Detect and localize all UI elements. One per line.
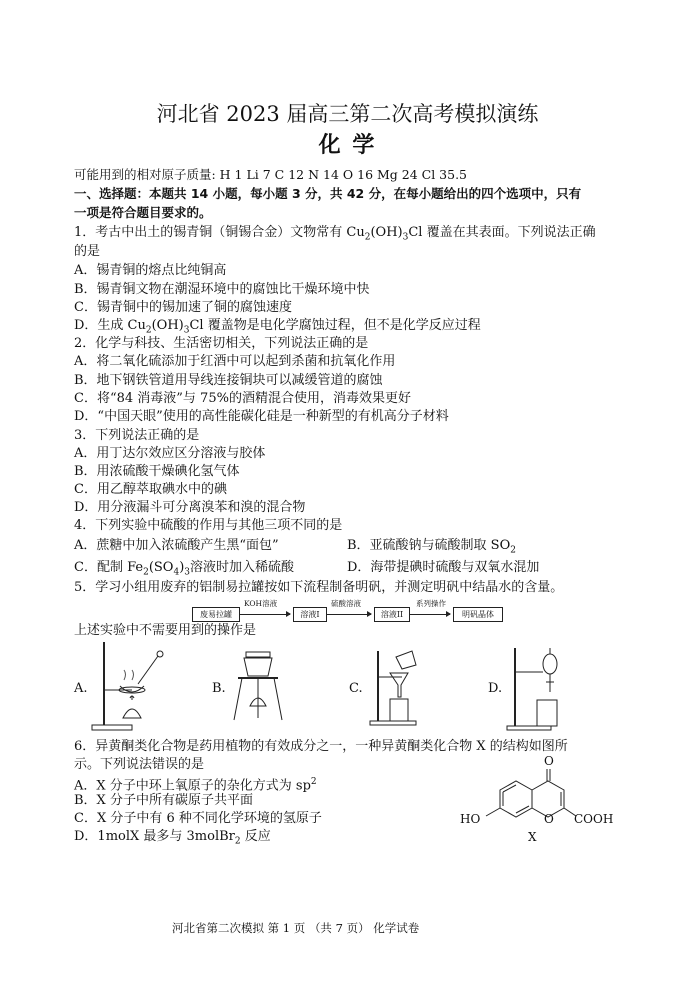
q4-option-d: D．海带提碘时硫酸与双氧水混加 [347, 560, 540, 575]
q4-option-a: A．蔗糖中加入浓硫酸产生黑“面包” [74, 538, 279, 553]
q1-option-c: C．锡青铜中的锡加速了铜的腐蚀速度 [74, 300, 292, 315]
q6-option-a: A．X 分子中环上氧原子的杂化方式为 $sp^2$ [74, 777, 317, 794]
q5-option-d-label: D. [488, 681, 503, 696]
q1-stem-2: 的是 [74, 244, 101, 259]
q2-option-a: A．将二氧化硫添加于红酒中可以起到杀菌和抗氧化作用 [74, 354, 396, 369]
atomic-masses: 可能用到的相对原子质量: H 1 Li 7 C 12 N 14 O 16 Mg 24 Cl 35.5 [74, 167, 468, 182]
section-line-1: 一、选择题：本题共 14 小题，每小题 3 分，共 42 分，在每小题给出的四个选项中，只有 [74, 186, 582, 201]
apparatus-evaporation-icon [90, 640, 170, 735]
flow-label-operations: 系列操作 [416, 599, 446, 608]
q2-option-d: D．“中国天眼”使用的高性能碳化硅是一种新型的有机高分子材料 [74, 409, 449, 424]
q5-option-a-label: A. [74, 681, 88, 696]
q5-option-c-label: C. [349, 681, 363, 696]
flow-box-solution-1: 溶液I [293, 607, 327, 622]
q1-option-b: B．锡青铜文物在潮湿环境中的腐蚀比干燥环境中快 [74, 282, 370, 297]
q5-question: 上述实验中不需要用到的操作是 [74, 623, 257, 638]
apparatus-filtration-icon [368, 647, 428, 727]
q1-option-a: A．锡青铜的熔点比纯铜高 [74, 263, 227, 278]
flow-label-koh: KOH溶液 [244, 599, 278, 608]
q5-stem: 5．学习小组用废弃的铝制易拉罐按如下流程制备明矾，并测定明矾中结晶水的含量。 [74, 580, 564, 595]
flow-arrow-1 [240, 614, 290, 615]
subject-title: 化 学 [318, 133, 377, 158]
page-title: 河北省 2023 届高三第二次高考模拟演练 [156, 102, 539, 126]
q6-stem-2: 示。下列说法错误的是 [74, 757, 205, 772]
isoflavone-structure [460, 754, 620, 847]
apparatus-separatory-funnel-icon [505, 644, 565, 732]
q3-option-a: A．用丁达尔效应区分溶液与胶体 [74, 446, 266, 461]
q1-option-d: D．生成 $Cu_2(OH)_3Cl$ 覆盖物是电化学腐蚀过程，但不是化学反应过程 [74, 318, 481, 336]
q4-option-c: C．配制 $Fe_2(SO_4)_3$溶液时加入稀硫酸 [74, 560, 295, 578]
q4-option-b: B．亚硫酸钠与硫酸制取 $SO_2$ [347, 538, 516, 556]
structure-carbonyl-o: O [544, 754, 554, 768]
q3-stem: 3．下列说法正确的是 [74, 428, 200, 443]
q1-stem: 1．考古中出土的锡青铜（铜锡合金）文物常有 $Cu_2(OH)_3Cl$ 覆盖在其表面。下列说法正确 [74, 225, 596, 243]
q6-option-b: B．X 分子中所有碳原子共平面 [74, 793, 253, 808]
q2-stem: 2．化学与科技、生活密切相关，下列说法正确的是 [74, 336, 369, 351]
flow-arrow-3 [410, 614, 450, 615]
q2-option-b: B．地下钢铁管道用导线连接铜块可以减缓管道的腐蚀 [74, 373, 383, 388]
q3-option-d: D．用分液漏斗可分离溴苯和溴的混合物 [74, 500, 306, 515]
q2-option-c: C．将“84 消毒液”与 75%的酒精混合使用，消毒效果更好 [74, 391, 411, 406]
q4-stem: 4．下列实验中硫酸的作用与其他三项不同的是 [74, 518, 343, 533]
q5-option-b-label: B. [212, 681, 226, 696]
structure-bonds [460, 762, 620, 847]
q3-option-b: B．用浓硫酸干燥碘化氢气体 [74, 464, 240, 479]
flow-label-sulfuric: 硫酸溶液 [331, 599, 361, 608]
flow-box-cans: 废易拉罐 [192, 607, 240, 622]
flow-box-alum: 明矾晶体 [453, 607, 503, 622]
flow-box-solution-2: 溶液II [374, 607, 410, 622]
structure-ring-o: O [544, 812, 554, 826]
structure-ho: HO [460, 812, 481, 826]
q6-option-d: D．1molX 最多与 3molBr$_2$ 反应 [74, 829, 271, 847]
q6-stem-1: 6．异黄酮类化合物是药用植物的有效成分之一，一种异黄酮类化合物 X 的结构如图所 [74, 739, 568, 754]
section-line-2: 一项是符合题目要求的。 [74, 205, 212, 220]
q3-option-c: C．用乙醇萃取碘水中的碘 [74, 482, 227, 497]
q6-option-c: C．X 分子中有 6 种不同化学环境的氢原子 [74, 811, 322, 826]
page-footer: 河北省第二次模拟 第 1 页 （共 7 页） 化学试卷 [172, 921, 420, 935]
structure-cooh: COOH [574, 812, 614, 826]
structure-label-x: X [528, 830, 537, 844]
apparatus-crucible-icon [228, 648, 288, 733]
flow-arrow-2 [327, 614, 371, 615]
